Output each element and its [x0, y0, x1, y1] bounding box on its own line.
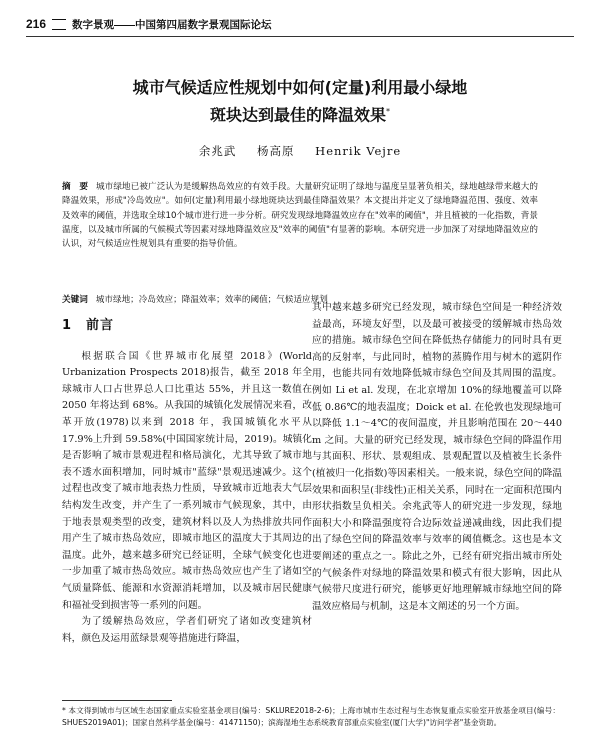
author: 余兆武 [198, 144, 237, 158]
title-footnote-mark: * [386, 107, 390, 116]
paragraph: 为了缓解热岛效应，学者们研究了诸如改变建筑材料，颜色及运用蓝绿景观等措施进行降温， [62, 616, 312, 644]
header-rule [26, 36, 574, 37]
section-title: 前言 [86, 318, 115, 333]
footnote-text: 本文得到城市与区域生态国家重点实验室基金项目(编号：SKLURE2018-2-6)；上海市城市生态过程与生态恢复重点实验室开放基金项目(编号：SHUES2019A01)；国家自然科学基金(编号：41471150)；滨海湿地生态系统教育部重点实验室(厦门大学)"访问学者"基金资助。 [62, 706, 560, 727]
author: Henrik Vejre [315, 144, 402, 158]
left-column [62, 300, 312, 647]
section-heading [62, 318, 312, 335]
keywords-label: 关键词 [62, 295, 88, 305]
title-line-2 [40, 100, 560, 127]
right-column [312, 300, 562, 615]
paragraph: 根据联合国《世界城市化展望 2018》(World Urbanization Prospects 2018)报告，截至 2018 年全球城市人口占世界总人口比重达 55%，并且这一数值在 2050 年将达到 68%。从我国的城镇化发展情况来看，改革开放(1978)以来到 2018 年，我国城镇化水平从 17.9%上升到 59.58%(中国国家统计局，2019)。城镇化是否影响了城市景观进程和格局演化，尤其导致了城市地表不透水面积增加，同时城市"蓝绿"景观迅速减少。这个过程也改变了城市地表热力性质，导致城市近地表大气层结构发生改变，并产生了一系列城市气候现象，其中，由于地表景观类型的改变，建筑材料以及人为热排放共同作用产生了城市热岛效应，即城市地区的温度大于其周边的温度。此外，越来越多研究已经证明，全球气候变化也进一步加重了城市热岛效应。城市热岛效应也产生了诸如空气质量降低、能源和水资源消耗增加，以及城市居民健康和福祉受到损害等一系列的问题。 [62, 350, 312, 611]
footnote [62, 705, 560, 729]
title-line-1: 城市气候适应性规划中如何(定量)利用最小绿地 [132, 78, 468, 97]
section-number: 1 [62, 318, 73, 333]
header-divider [52, 19, 66, 30]
page-number: 216 [26, 17, 47, 31]
paragraph: 其中越来越多研究已经发现，城市绿色空间是一种经济效益最高，环境友好型，以及最可被接受的缓解城市热岛效应的措施。城市绿色空间在降低热存储能力的同时具有更高的反射率，与此同时，植物的蒸腾作用与树木的遮阴作用，也能共同有效地降低城市绿色空间及其周围的温度。例如 Li et al. 发现，在北京增加 10%的绿地覆盖可以降低 0.86℃的地表温度；Doick et al. 在伦敦也发现绿地可以降低 1.1～4℃的夜间温度，并且影响范围在 20～440 m 之间。大量的研究已经发现，城市绿色空间的降温作用与其面积、形状、景观组成、景观配置以及植被生长条件(植被归一化指数)等因素相关。一般来说，绿色空间的降温效果和面积呈(非线性)正相关关系，同时在一定面积范围内形状指数呈负相关。余兆武等人的研究进一步发现，绿地面积大小和降温强度符合边际效益递减曲线，因此我们提出了绿色空间的降温效率与效率的阈值概念。这也是本文要阐述的重点之一。除此之外，已经有研究指出城市所处的气候条件对绿地的降温效果和模式有很大影响，因此从气候带尺度进行研究，能够更好地理解城市绿地空间的降温效应格局与机制，这是本文阐述的另一个方面。 [312, 302, 562, 612]
title-line-2-text: 斑块达到最佳的降温效果 [209, 105, 386, 125]
abstract-label: 摘 要 [62, 182, 89, 192]
footnote-mark: * [62, 706, 66, 715]
journal-title: 数字景观——中国第四届数字景观国际论坛 [72, 18, 272, 31]
abstract-text: 城市绿地已被广泛认为是缓解热岛效应的有效手段。大量研究证明了绿地与温度呈显著负相关，绿地越绿带来越大的降温效果，形成"冷岛效应"。如何(定量)利用最小绿地斑块达到最佳降温效果？本文提出并定义了绿地降温范围、强度、效率及效率的阈值，并选取全球10个城市进行进一步分析。研究发现绿地降温效应存在"效率的阈值"，并且植被的一化指数，背景温度，以及城市所属的气候模式等因素对绿地降温效应及"效率的阈值"有显著的影响。本研究进一步加深了对绿地降温效应的认识，对气候适应性规划具有重要的指导价值。 [62, 182, 538, 250]
author-list [40, 143, 560, 159]
author: 杨高原 [257, 144, 295, 158]
running-header [26, 14, 574, 34]
paper-title [40, 76, 560, 127]
footnote-rule [62, 700, 172, 701]
abstract [62, 180, 538, 251]
keywords-text: 城市绿地；冷岛效应；降温效率；效率的阈值；气候适应规划 [95, 295, 328, 305]
